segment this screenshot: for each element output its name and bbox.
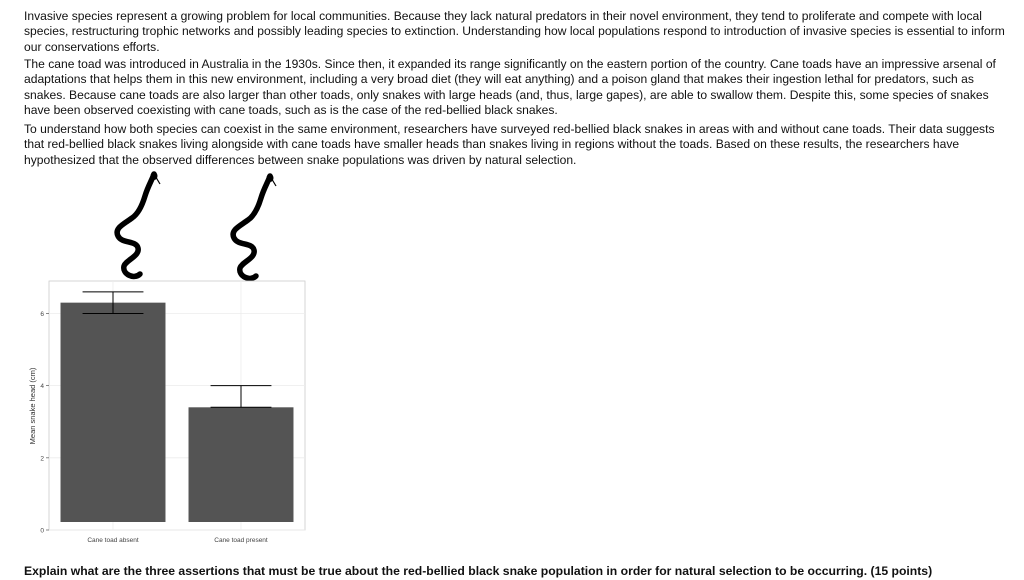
bar-cane-toad-present [189, 407, 294, 522]
snake-icon-present [233, 174, 276, 278]
research-paragraph: To understand how both species can coexist in the same environment, researchers have surveyed red-bellied black snakes in areas with and without cane toads. Their data suggests that red-bellied black snakes living alongside with cane toads have smaller heads than snakes living in regions without the toads. Based on these results, the researchers have hypothesized that the observed differences between snake populations was driven by natural selection. [24, 122, 995, 167]
x-tick-label: Cane toad present [214, 537, 268, 544]
bar-cane-toad-absent [61, 303, 166, 522]
snake-icon-absent [117, 172, 160, 276]
y-tick-label: 6 [40, 310, 44, 318]
y-axis-ticks [40, 311, 49, 535]
intro-paragraph: Invasive species represent a growing problem for local communities. Because they lack natural predators in their novel environment, they tend to proliferate and compete with local species, restructuring trophic networks and possibly leading species to extinction. Understanding how local populations respond to introduction of invasive species is essential to inform our conservations efforts. [24, 9, 1005, 54]
y-tick-label: 0 [40, 527, 44, 535]
question-text: Explain what are the three assertions that must be true about the red-bellied black snake population in order for natural selection to be occurring. (15 points) [24, 564, 933, 578]
cane-toad-paragraph: The cane toad was introduced in Australia in the 1930s. Since then, it expanded its range significantly on the eastern portion of the country. Cane toads have an impressive arsenal of adaptations that helps them in this new environment, including a very broad diet (they will eat anything) and a poison gland that makes their ingestion lethal for predators, such as snakes. Because cane toads are also larger than other toads, only snakes with large heads (and, thus, large gapes), are able to swallow them. Despite this, some species of snakes have been observed coexisting with cane toads, such as is the case of the red-bellied black snakes. [24, 57, 996, 118]
y-tick-label: 4 [40, 383, 44, 391]
x-tick-label: Cane toad absent [87, 537, 139, 544]
x-axis-labels [87, 537, 268, 544]
y-axis-label: Mean snake head (cm) [28, 367, 37, 445]
y-tick-label: 2 [40, 455, 44, 463]
